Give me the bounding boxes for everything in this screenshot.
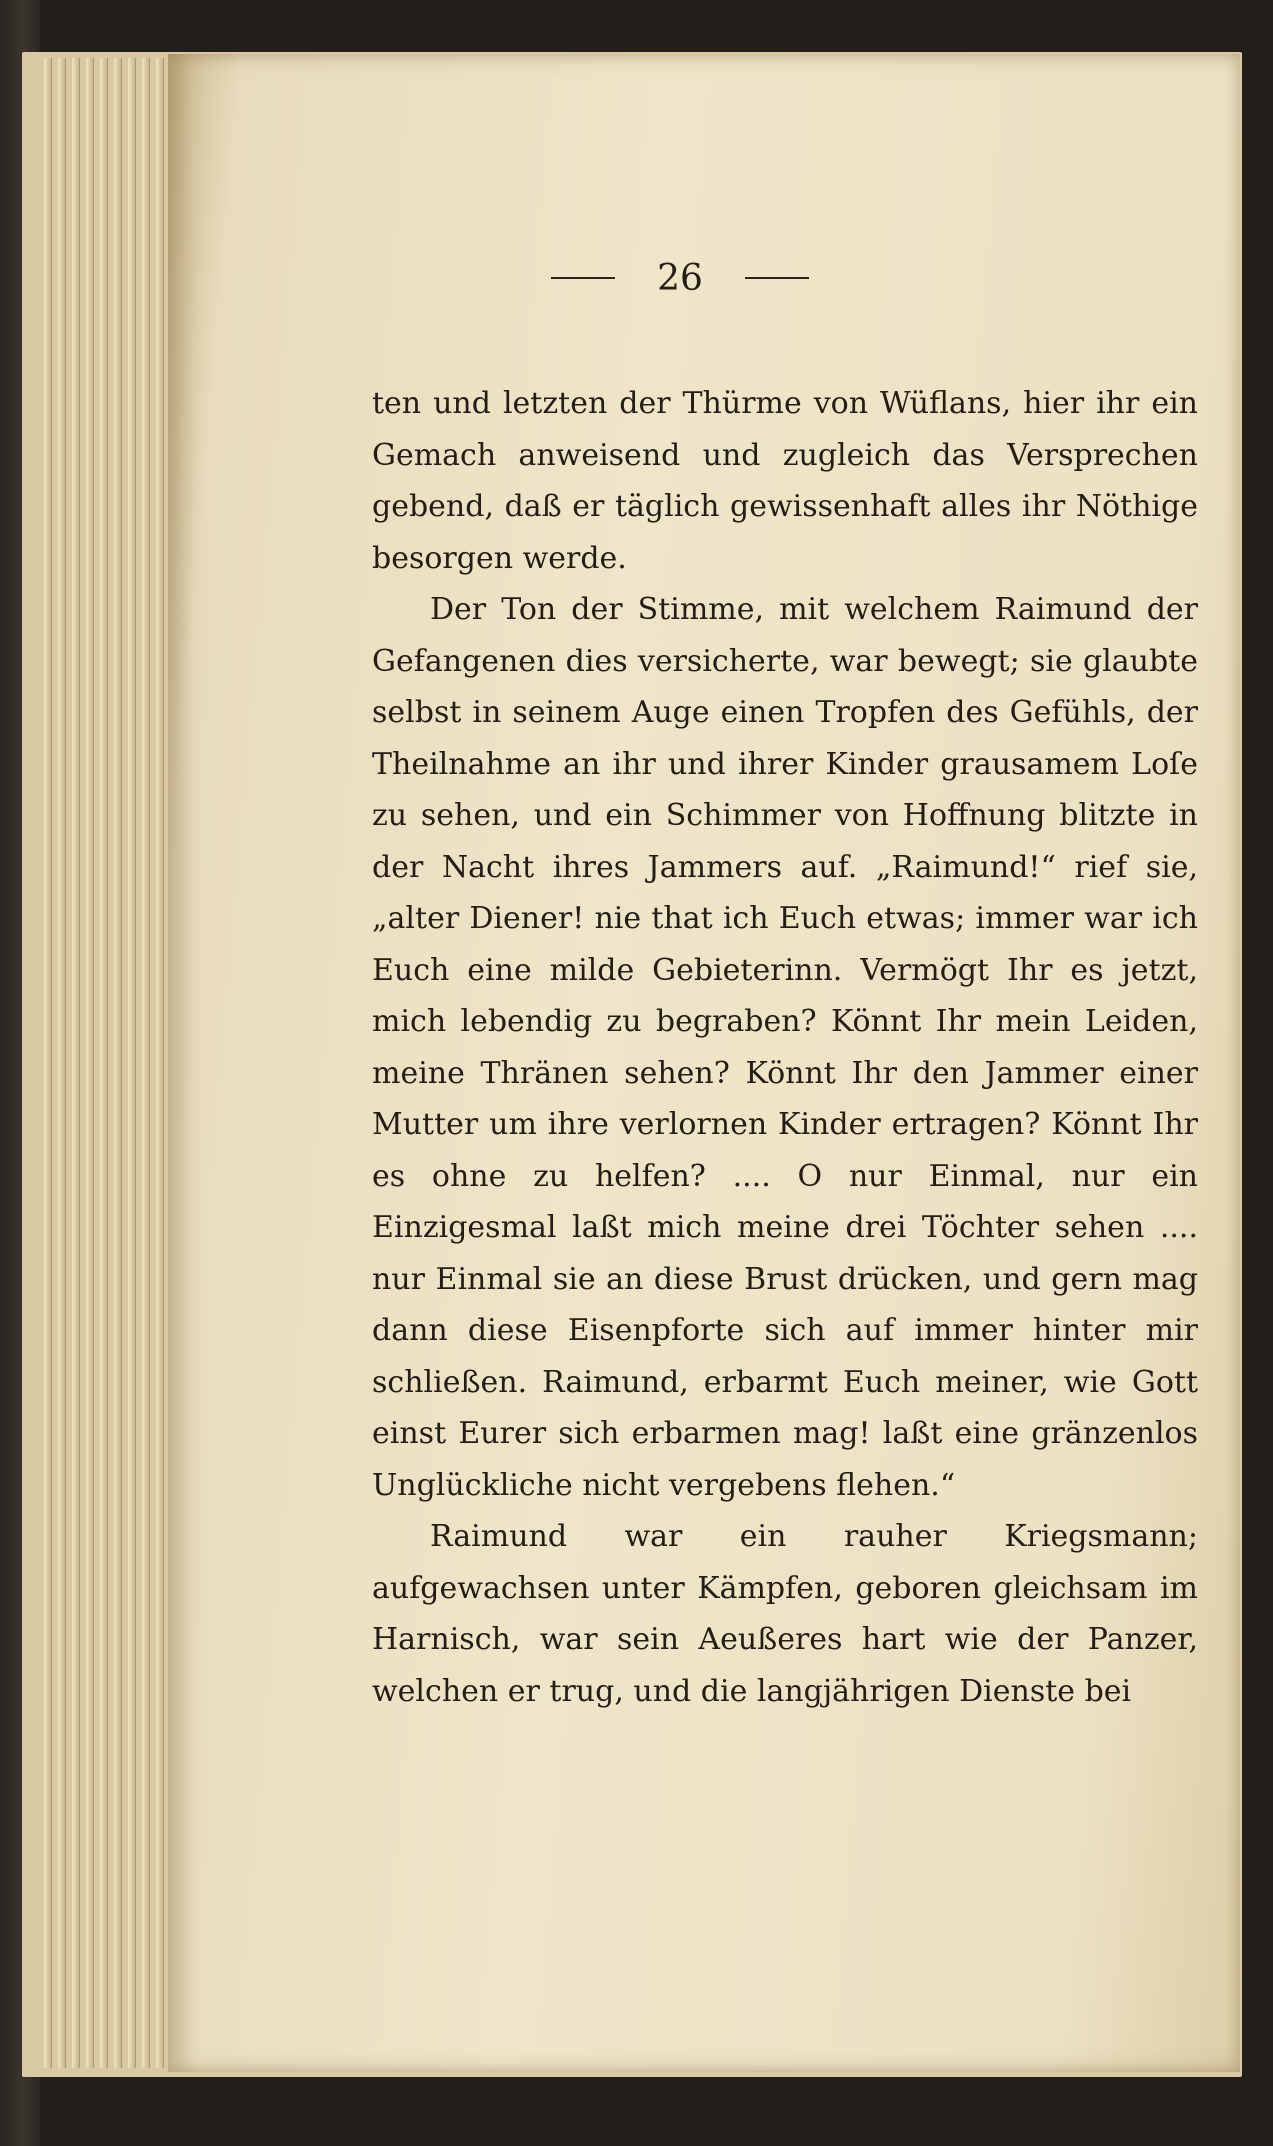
leaf-edge bbox=[142, 58, 150, 2068]
page-number: 26 bbox=[657, 257, 703, 299]
paragraph: Raimund war ein rauher Kriegsmann; aufgewachsen unter Kämpfen, geboren gleichsam im Harnisch, war sein Aeußeres hart wie der Panzer, welchen er trug, und die langjährigen Dienste bei bbox=[372, 1519, 1198, 1709]
paragraph: ten und letzten der Thürme von Wüflans, hier ihr ein Gemach anweisend und zugleich das Versprechen gebend, daß er täglich gewissenhaft alles ihr Nöthige besorgen werde. bbox=[372, 386, 1198, 576]
leaf-edge bbox=[128, 58, 136, 2068]
leaf-edge bbox=[58, 58, 66, 2068]
leaf-edge bbox=[86, 58, 94, 2068]
leaf-edge bbox=[100, 58, 108, 2068]
leaf-edge bbox=[44, 58, 52, 2068]
header-rule-left bbox=[551, 277, 615, 279]
page-header bbox=[460, 248, 900, 308]
body-text bbox=[372, 378, 1198, 1717]
leaf-edge bbox=[72, 58, 80, 2068]
paragraph: Der Ton der Stimme, mit welchem Raimund der Gefangenen dies versicherte, war bewegt; sie glaubte selbst in seinem Auge einen Tropfen des Gefühls, der Theilnahme an ihr und ihrer Kinder grausamem Loſe zu sehen, und ein Schimmer von Hoffnung blitzte in der Nacht ihres Jammers auf. „Raimund!“ rief sie, „alter Diener! nie that ich Euch etwas; immer war ich Euch eine milde Gebieterinn. Vermögt Ihr es jetzt, mich lebendig zu begraben? Könnt Ihr mein Leiden, meine Thränen sehen? Könnt Ihr den Jammer einer Mutter um ihre verlornen Kinder ertragen? Könnt Ihr es ohne zu helfen? .... O nur Einmal, nur ein Einzigesmal laßt mich meine drei Töchter sehen .... nur Einmal sie an diese Brust drücken, und gern mag dann diese Eisenpforte sich auf immer hinter mir schließen. Raimund, erbarmt Euch meiner, wie Gott einst Eurer sich erbarmen mag! laßt eine gränzenlos Unglückliche nicht vergebens flehen.“ bbox=[372, 592, 1198, 1503]
leaf-edge bbox=[156, 58, 164, 2068]
leaf-edge bbox=[114, 58, 122, 2068]
header-rule-right bbox=[745, 277, 809, 279]
